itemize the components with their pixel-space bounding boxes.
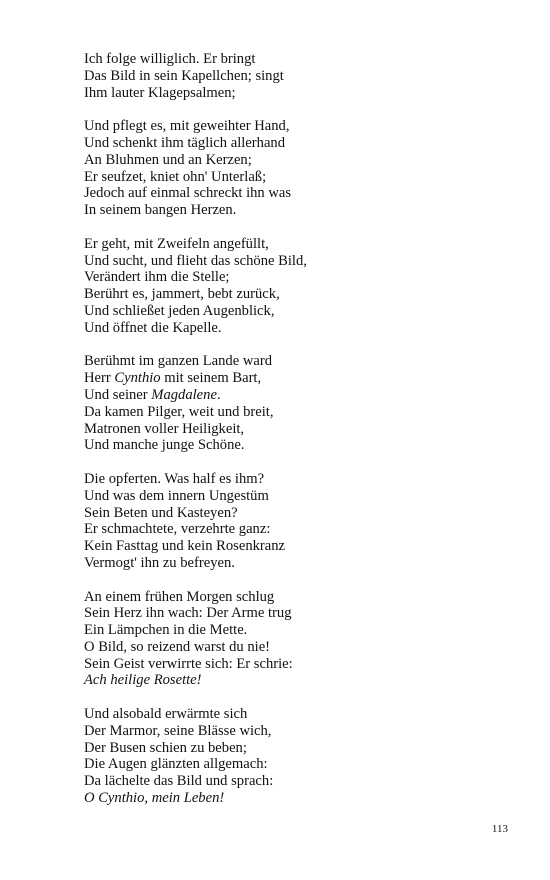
poem-line: [84, 756, 524, 773]
poem-line: [84, 706, 524, 723]
line-text: Jedoch auf einmal schreckt ihn was: [84, 185, 292, 202]
poem-line: [84, 437, 524, 454]
line-text: Und schließet jeden Augenblick,: [84, 302, 275, 319]
poem-line: [84, 505, 524, 522]
line-text: O Bild, so reizend warst du nie!: [84, 638, 271, 655]
line-text: In seinem bangen Herzen.: [84, 202, 237, 219]
italic-text: Cynthio: [114, 370, 161, 387]
line-text: Er schmachtete, verzehrte ganz:: [84, 521, 271, 538]
line-text: Und was dem innern Ungestüm: [84, 487, 269, 504]
poem-line: [84, 51, 524, 68]
poem-line: [84, 236, 524, 253]
line-text: Ich folge williglich. Er bringt: [84, 51, 256, 67]
poem-line: [84, 723, 524, 740]
poem-line: [84, 353, 524, 370]
poem-line: [84, 773, 524, 790]
line-text: Da lächelte das Bild und sprach:: [84, 773, 274, 790]
stanza: [84, 353, 524, 454]
line-text: Verändert ihm die Stelle;: [84, 269, 230, 286]
poem-line: [84, 672, 524, 689]
line-text: Berührt es, jammert, bebt zurück,: [84, 286, 280, 303]
poem-line: [84, 152, 524, 169]
page-number: 113: [491, 823, 508, 835]
line-text: Das Bild in sein Kapellchen; singt: [84, 67, 284, 84]
line-text: Da kamen Pilger, weit und breit,: [84, 403, 274, 420]
poem-line: [84, 421, 524, 438]
poem-line: [84, 135, 524, 152]
poem-line: [84, 253, 524, 270]
poem-line: [84, 68, 524, 85]
poem-line: [84, 538, 524, 555]
line-text: Er seufzet, kniet ohn' Unterlaß;: [84, 168, 267, 185]
poem-line: [84, 286, 524, 303]
poem-line: [84, 169, 524, 186]
line-text: Berühmt im ganzen Lande ward: [84, 353, 273, 370]
poem-line: [84, 118, 524, 135]
line-text: Und seiner: [84, 386, 152, 403]
poem-line: [84, 85, 524, 102]
stanza: [84, 589, 524, 690]
line-text: Ihm lauter Klagepsalmen;: [84, 84, 236, 101]
poem-line: [84, 555, 524, 572]
line-text: Und manche junge Schöne.: [84, 437, 245, 454]
poem-line: [84, 521, 524, 538]
line-text: Die opferten. Was half es ihm?: [84, 470, 265, 487]
line-text: Und pflegt es, mit geweihter Hand,: [84, 118, 290, 135]
poem-line: [84, 387, 524, 404]
line-text: Die Augen glänzten allgemach:: [84, 756, 268, 773]
stanza: [84, 471, 524, 572]
stanza: [84, 706, 524, 807]
line-text: Sein Herz ihn wach: Der Arme trug: [84, 605, 292, 622]
poem-line: [84, 790, 524, 807]
poem-line: [84, 656, 524, 673]
line-text: mit seinem Bart,: [160, 370, 262, 387]
poem-line: [84, 605, 524, 622]
poem-line: [84, 370, 524, 387]
poem-line: [84, 488, 524, 505]
line-text: .: [216, 386, 221, 403]
line-text: Matronen voller Heiligkeit,: [84, 420, 245, 437]
line-text: Und alsobald erwärmte sich: [84, 706, 248, 723]
line-text: Vermogt' ihn zu befreyen.: [84, 554, 235, 571]
poem-line: [84, 303, 524, 320]
poem-line: [84, 740, 524, 757]
poem-line: [84, 202, 524, 219]
poem-line: [84, 589, 524, 606]
poem-line: [84, 320, 524, 337]
line-text: Und sucht, und flieht das schöne Bild,: [84, 252, 307, 269]
italic-text: Magdalene: [151, 386, 217, 403]
line-text: Ein Lämpchen in die Mette.: [84, 622, 248, 639]
stanza: [84, 51, 524, 101]
line-text: Kein Fasttag und kein Rosenkranz: [84, 538, 286, 555]
poem-line: [84, 404, 524, 421]
line-text: Der Busen schien zu beben;: [84, 739, 247, 756]
line-text: Herr: [84, 370, 115, 387]
line-text: Und öffnet die Kapelle.: [84, 319, 222, 336]
poem-line: [84, 622, 524, 639]
line-text: An einem frühen Morgen schlug: [84, 588, 275, 605]
poem-line: [84, 471, 524, 488]
line-text: Sein Geist verwirrte sich: Er schrie:: [84, 655, 293, 672]
italic-text: O Cynthio, mein Leben!: [84, 790, 225, 807]
poem-body: [84, 51, 524, 824]
poem-line: [84, 639, 524, 656]
line-text: Sein Beten und Kasteyen?: [84, 504, 238, 521]
italic-text: Ach heilige Rosette!: [84, 672, 202, 689]
stanza: [84, 236, 524, 337]
line-text: Der Marmor, seine Blässe wich,: [84, 722, 272, 739]
line-text: Er geht, mit Zweifeln angefüllt,: [84, 235, 269, 252]
stanza: [84, 118, 524, 219]
line-text: Und schenkt ihm täglich allerhand: [84, 134, 286, 151]
line-text: An Bluhmen und an Kerzen;: [84, 151, 252, 168]
poem-line: [84, 185, 524, 202]
poem-line: [84, 269, 524, 286]
